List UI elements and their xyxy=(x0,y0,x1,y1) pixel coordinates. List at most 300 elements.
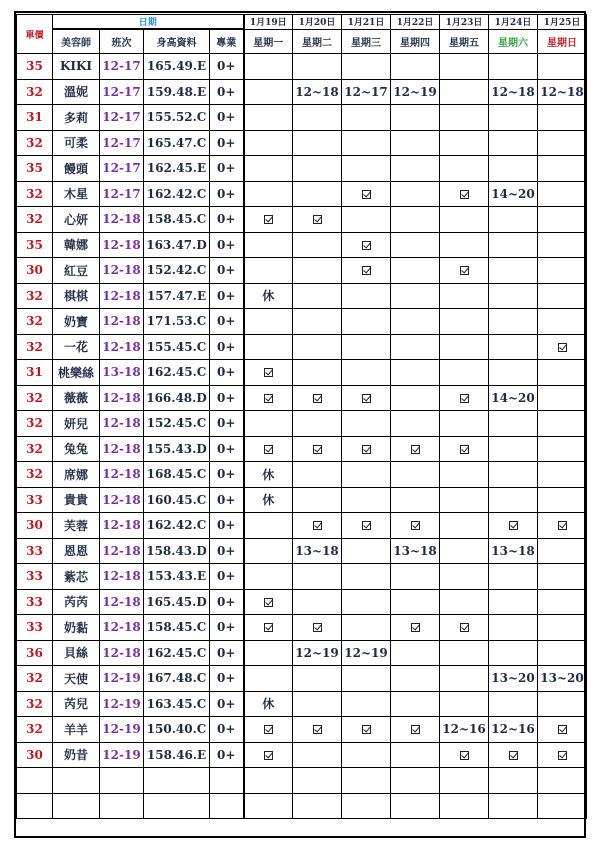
height-data-cell: 165.49.E xyxy=(144,54,210,80)
checkbox-icon xyxy=(362,394,371,403)
day-cell: 14~20 xyxy=(489,181,538,207)
day-cell xyxy=(293,691,342,717)
day-cell: 13~20 xyxy=(538,666,587,692)
day-cell xyxy=(244,309,293,335)
weekday-header: 星期三 xyxy=(342,29,391,54)
checkbox-icon xyxy=(264,751,273,760)
table-row xyxy=(17,640,587,666)
stylist-name: 恩恩 xyxy=(53,538,100,564)
day-cell xyxy=(244,334,293,360)
day-cell xyxy=(440,691,489,717)
date-header: 1月20日 xyxy=(293,15,342,30)
table-row xyxy=(17,564,587,590)
special-cell: 0+ xyxy=(210,79,244,105)
day-cell xyxy=(440,79,489,105)
day-cell: 12~19 xyxy=(391,79,440,105)
stylist-name: 紅豆 xyxy=(53,258,100,284)
price-cell: 32 xyxy=(17,283,53,309)
stylist-name: 棋棋 xyxy=(53,283,100,309)
height-data-cell: 163.47.D xyxy=(144,232,210,258)
table-row xyxy=(17,258,587,284)
price-cell: 32 xyxy=(17,334,53,360)
day-cell xyxy=(391,309,440,335)
shift-cell: 12-18 xyxy=(100,258,144,284)
day-cell xyxy=(342,615,391,641)
height-data-cell: 162.45.C xyxy=(144,360,210,386)
price-cell: 32 xyxy=(17,79,53,105)
shift-cell: 12-18 xyxy=(100,436,144,462)
price-cell: 32 xyxy=(17,411,53,437)
weekday-header: 星期日 xyxy=(538,29,587,54)
day-cell xyxy=(391,589,440,615)
weekday-header: 星期六 xyxy=(489,29,538,54)
stylist-name: 芮兒 xyxy=(53,691,100,717)
checkbox-icon xyxy=(264,623,273,632)
empty-cell xyxy=(17,768,53,794)
day-cell xyxy=(391,334,440,360)
table-row xyxy=(17,130,587,156)
special-cell: 0+ xyxy=(210,742,244,768)
empty-cell xyxy=(342,793,391,819)
day-cell: 13~18 xyxy=(293,538,342,564)
date-header: 1月21日 xyxy=(342,15,391,30)
day-cell xyxy=(342,258,391,284)
shift-cell: 12-17 xyxy=(100,54,144,80)
day-cell xyxy=(342,283,391,309)
table-row xyxy=(17,385,587,411)
day-cell xyxy=(489,513,538,539)
day-cell xyxy=(489,334,538,360)
day-cell: 12~17 xyxy=(342,79,391,105)
stylist-name: 貴貴 xyxy=(53,487,100,513)
day-cell xyxy=(538,691,587,717)
price-cell: 35 xyxy=(17,156,53,182)
checkbox-icon xyxy=(313,725,322,734)
stylist-name: KIKI xyxy=(53,54,100,80)
checkbox-icon xyxy=(264,215,273,224)
empty-cell xyxy=(144,768,210,794)
shift-cell: 12-18 xyxy=(100,564,144,590)
stylist-name: 薇薇 xyxy=(53,385,100,411)
day-cell xyxy=(538,640,587,666)
price-cell: 33 xyxy=(17,589,53,615)
empty-cell xyxy=(440,793,489,819)
day-cell xyxy=(489,691,538,717)
empty-cell xyxy=(210,793,244,819)
day-cell xyxy=(293,513,342,539)
day-cell xyxy=(293,411,342,437)
height-data-cell: 168.45.C xyxy=(144,462,210,488)
day-cell xyxy=(538,181,587,207)
day-cell xyxy=(293,181,342,207)
stylist-name: 奶寶 xyxy=(53,309,100,335)
checkbox-icon xyxy=(460,394,469,403)
height-data-cell: 163.45.C xyxy=(144,691,210,717)
day-cell xyxy=(538,232,587,258)
day-cell xyxy=(538,334,587,360)
day-cell xyxy=(489,742,538,768)
day-cell xyxy=(489,283,538,309)
shift-cell: 12-19 xyxy=(100,691,144,717)
shift-header: 班次 xyxy=(100,29,144,54)
table-row xyxy=(17,105,587,131)
special-cell: 0+ xyxy=(210,640,244,666)
special-cell: 0+ xyxy=(210,181,244,207)
day-cell xyxy=(342,54,391,80)
height-data-cell: 158.46.E xyxy=(144,742,210,768)
day-cell xyxy=(440,487,489,513)
checkbox-icon xyxy=(558,521,567,530)
day-cell xyxy=(489,615,538,641)
stylist-name: 羊羊 xyxy=(53,717,100,743)
day-cell xyxy=(293,156,342,182)
day-cell xyxy=(489,360,538,386)
height-data-cell: 162.42.C xyxy=(144,513,210,539)
shift-cell: 12-17 xyxy=(100,130,144,156)
weekday-header: 星期五 xyxy=(440,29,489,54)
stylist-name: 芮芮 xyxy=(53,589,100,615)
day-cell xyxy=(440,640,489,666)
day-cell xyxy=(244,742,293,768)
day-cell xyxy=(342,181,391,207)
table-row xyxy=(17,666,587,692)
day-cell: 14~20 xyxy=(489,385,538,411)
price-header: 單價 xyxy=(17,15,53,54)
shift-cell: 12-18 xyxy=(100,385,144,411)
day-cell xyxy=(538,411,587,437)
empty-cell xyxy=(244,793,293,819)
day-cell xyxy=(440,105,489,131)
day-cell xyxy=(342,513,391,539)
day-cell xyxy=(293,54,342,80)
stylist-name: 多莉 xyxy=(53,105,100,131)
day-cell xyxy=(244,258,293,284)
price-cell: 33 xyxy=(17,564,53,590)
day-cell xyxy=(489,105,538,131)
day-cell xyxy=(391,411,440,437)
day-cell xyxy=(391,513,440,539)
height-data-cell: 166.48.D xyxy=(144,385,210,411)
checkbox-icon xyxy=(558,725,567,734)
special-cell: 0+ xyxy=(210,615,244,641)
day-cell xyxy=(440,130,489,156)
day-cell: 休 xyxy=(244,462,293,488)
day-cell xyxy=(342,666,391,692)
price-cell: 32 xyxy=(17,666,53,692)
height-data-cell: 152.45.C xyxy=(144,411,210,437)
day-cell xyxy=(293,385,342,411)
stylist-name: 奶昔 xyxy=(53,742,100,768)
checkbox-icon xyxy=(411,445,420,454)
shift-cell: 12-18 xyxy=(100,309,144,335)
price-cell: 32 xyxy=(17,436,53,462)
height-data-cell: 152.42.C xyxy=(144,258,210,284)
empty-cell xyxy=(100,793,144,819)
day-cell xyxy=(293,666,342,692)
checkbox-icon xyxy=(460,266,469,275)
table-row xyxy=(17,54,587,80)
day-cell xyxy=(342,564,391,590)
empty-row xyxy=(17,768,587,794)
empty-cell xyxy=(53,793,100,819)
shift-cell: 12-18 xyxy=(100,615,144,641)
day-cell xyxy=(342,538,391,564)
day-cell xyxy=(538,717,587,743)
shift-cell: 12-17 xyxy=(100,181,144,207)
price-cell: 32 xyxy=(17,385,53,411)
day-cell xyxy=(489,54,538,80)
day-cell xyxy=(391,615,440,641)
checkbox-icon xyxy=(264,394,273,403)
table-row xyxy=(17,411,587,437)
height-data-cell: 153.43.E xyxy=(144,564,210,590)
checkbox-icon xyxy=(509,521,518,530)
weekday-header: 星期二 xyxy=(293,29,342,54)
stylist-name: 韓娜 xyxy=(53,232,100,258)
day-cell xyxy=(440,258,489,284)
special-cell: 0+ xyxy=(210,334,244,360)
height-data-cell: 158.45.C xyxy=(144,207,210,233)
shift-cell: 12-17 xyxy=(100,79,144,105)
day-cell xyxy=(489,130,538,156)
day-cell xyxy=(342,309,391,335)
day-cell xyxy=(440,589,489,615)
table-row xyxy=(17,538,587,564)
special-cell: 0+ xyxy=(210,54,244,80)
shift-cell: 12-18 xyxy=(100,538,144,564)
day-cell xyxy=(293,487,342,513)
day-cell xyxy=(244,79,293,105)
table-row xyxy=(17,232,587,258)
empty-cell xyxy=(293,768,342,794)
height-data-cell: 150.40.C xyxy=(144,717,210,743)
date-header: 1月25日 xyxy=(538,15,587,30)
day-cell: 12~16 xyxy=(489,717,538,743)
shift-cell: 13-18 xyxy=(100,360,144,386)
day-cell xyxy=(342,207,391,233)
checkbox-icon xyxy=(362,725,371,734)
day-cell xyxy=(538,564,587,590)
empty-cell xyxy=(342,768,391,794)
day-cell xyxy=(391,717,440,743)
empty-cell xyxy=(440,768,489,794)
price-cell: 32 xyxy=(17,462,53,488)
day-cell xyxy=(440,334,489,360)
day-cell xyxy=(244,717,293,743)
shift-cell: 12-19 xyxy=(100,717,144,743)
day-cell xyxy=(538,462,587,488)
date-header: 1月19日 xyxy=(244,15,293,30)
height-data-cell: 162.45.E xyxy=(144,156,210,182)
price-cell: 31 xyxy=(17,105,53,131)
special-cell: 0+ xyxy=(210,411,244,437)
stylist-name: 貝絲 xyxy=(53,640,100,666)
empty-cell xyxy=(391,768,440,794)
day-cell xyxy=(293,258,342,284)
checkbox-icon xyxy=(362,190,371,199)
special-cell: 0+ xyxy=(210,258,244,284)
day-cell xyxy=(244,385,293,411)
special-cell: 0+ xyxy=(210,283,244,309)
day-cell xyxy=(489,436,538,462)
day-cell xyxy=(244,130,293,156)
stylist-name: 芙蓉 xyxy=(53,513,100,539)
stylist-name: 一花 xyxy=(53,334,100,360)
height-data-cell: 155.43.D xyxy=(144,436,210,462)
weekday-header: 星期四 xyxy=(391,29,440,54)
shift-cell: 12-18 xyxy=(100,232,144,258)
checkbox-icon xyxy=(411,623,420,632)
special-cell: 0+ xyxy=(210,487,244,513)
day-cell xyxy=(342,334,391,360)
day-cell xyxy=(538,360,587,386)
stylist-header: 美容師 xyxy=(53,29,100,54)
table-row xyxy=(17,207,587,233)
shift-cell: 12-18 xyxy=(100,589,144,615)
date-header: 1月22日 xyxy=(391,15,440,30)
price-cell: 36 xyxy=(17,640,53,666)
day-cell xyxy=(538,258,587,284)
special-cell: 0+ xyxy=(210,717,244,743)
table-row xyxy=(17,691,587,717)
checkbox-icon xyxy=(362,521,371,530)
day-cell xyxy=(342,717,391,743)
stylist-name: 溫妮 xyxy=(53,79,100,105)
day-cell: 12~16 xyxy=(440,717,489,743)
checkbox-icon xyxy=(411,725,420,734)
day-cell: 12~19 xyxy=(293,640,342,666)
checkbox-icon xyxy=(558,751,567,760)
day-cell xyxy=(293,207,342,233)
table-row xyxy=(17,742,587,768)
shift-cell: 12-18 xyxy=(100,640,144,666)
special-cell: 0+ xyxy=(210,385,244,411)
height-data-cell: 167.48.C xyxy=(144,666,210,692)
day-cell xyxy=(391,181,440,207)
day-cell xyxy=(440,411,489,437)
day-cell xyxy=(391,666,440,692)
height-data-cell: 158.43.D xyxy=(144,538,210,564)
special-cell: 0+ xyxy=(210,130,244,156)
table-row xyxy=(17,156,587,182)
shift-cell: 12-18 xyxy=(100,283,144,309)
price-cell: 32 xyxy=(17,130,53,156)
day-cell xyxy=(489,156,538,182)
height-data-cell: 155.45.C xyxy=(144,334,210,360)
day-cell xyxy=(440,564,489,590)
stylist-name: 兔兔 xyxy=(53,436,100,462)
stylist-name: 紫芯 xyxy=(53,564,100,590)
shift-cell: 12-17 xyxy=(100,105,144,131)
checkbox-icon xyxy=(313,623,322,632)
day-cell xyxy=(391,360,440,386)
day-cell xyxy=(342,130,391,156)
price-cell: 32 xyxy=(17,691,53,717)
price-cell: 32 xyxy=(17,181,53,207)
table-row xyxy=(17,487,587,513)
day-cell xyxy=(342,691,391,717)
day-cell: 12~18 xyxy=(293,79,342,105)
day-cell xyxy=(293,309,342,335)
day-cell xyxy=(244,513,293,539)
day-cell xyxy=(440,436,489,462)
price-cell: 32 xyxy=(17,717,53,743)
table-row xyxy=(17,283,587,309)
day-cell: 休 xyxy=(244,283,293,309)
price-cell: 32 xyxy=(17,309,53,335)
day-cell xyxy=(244,411,293,437)
stylist-name: 席娜 xyxy=(53,462,100,488)
day-cell xyxy=(440,181,489,207)
price-cell: 33 xyxy=(17,615,53,641)
day-cell xyxy=(538,54,587,80)
day-cell xyxy=(293,130,342,156)
day-cell xyxy=(244,207,293,233)
empty-cell xyxy=(391,793,440,819)
header-row-weekdays xyxy=(17,29,587,54)
empty-cell xyxy=(489,793,538,819)
height-data-cell: 165.45.D xyxy=(144,589,210,615)
special-cell: 0+ xyxy=(210,309,244,335)
stylist-name: 妍兒 xyxy=(53,411,100,437)
checkbox-icon xyxy=(264,368,273,377)
empty-cell xyxy=(293,793,342,819)
table-row xyxy=(17,360,587,386)
day-cell xyxy=(342,462,391,488)
special-cell: 0+ xyxy=(210,436,244,462)
day-cell xyxy=(489,589,538,615)
day-cell xyxy=(440,538,489,564)
day-cell xyxy=(244,436,293,462)
day-cell xyxy=(342,411,391,437)
day-cell xyxy=(342,487,391,513)
table-row xyxy=(17,79,587,105)
height-data-cell: 159.48.E xyxy=(144,79,210,105)
day-cell xyxy=(391,156,440,182)
shift-cell: 12-18 xyxy=(100,334,144,360)
day-cell xyxy=(489,411,538,437)
day-cell xyxy=(538,513,587,539)
day-cell xyxy=(489,487,538,513)
day-cell xyxy=(391,207,440,233)
checkbox-icon xyxy=(362,241,371,250)
day-cell xyxy=(342,232,391,258)
day-cell xyxy=(244,232,293,258)
checkbox-icon xyxy=(264,445,273,454)
day-cell xyxy=(440,283,489,309)
table-row xyxy=(17,309,587,335)
empty-cell xyxy=(210,768,244,794)
table-row xyxy=(17,181,587,207)
special-cell: 0+ xyxy=(210,538,244,564)
table-row xyxy=(17,436,587,462)
checkbox-icon xyxy=(313,215,322,224)
empty-cell xyxy=(144,793,210,819)
day-cell: 休 xyxy=(244,691,293,717)
checkbox-icon xyxy=(313,445,322,454)
day-cell xyxy=(342,589,391,615)
checkbox-icon xyxy=(264,725,273,734)
day-cell xyxy=(440,54,489,80)
day-cell: 休 xyxy=(244,487,293,513)
height-data-cell: 158.45.C xyxy=(144,615,210,641)
day-cell xyxy=(293,742,342,768)
special-cell: 0+ xyxy=(210,462,244,488)
header-row-dates xyxy=(17,15,587,30)
schedule-body xyxy=(17,15,587,819)
day-cell xyxy=(489,207,538,233)
shift-cell: 12-19 xyxy=(100,666,144,692)
